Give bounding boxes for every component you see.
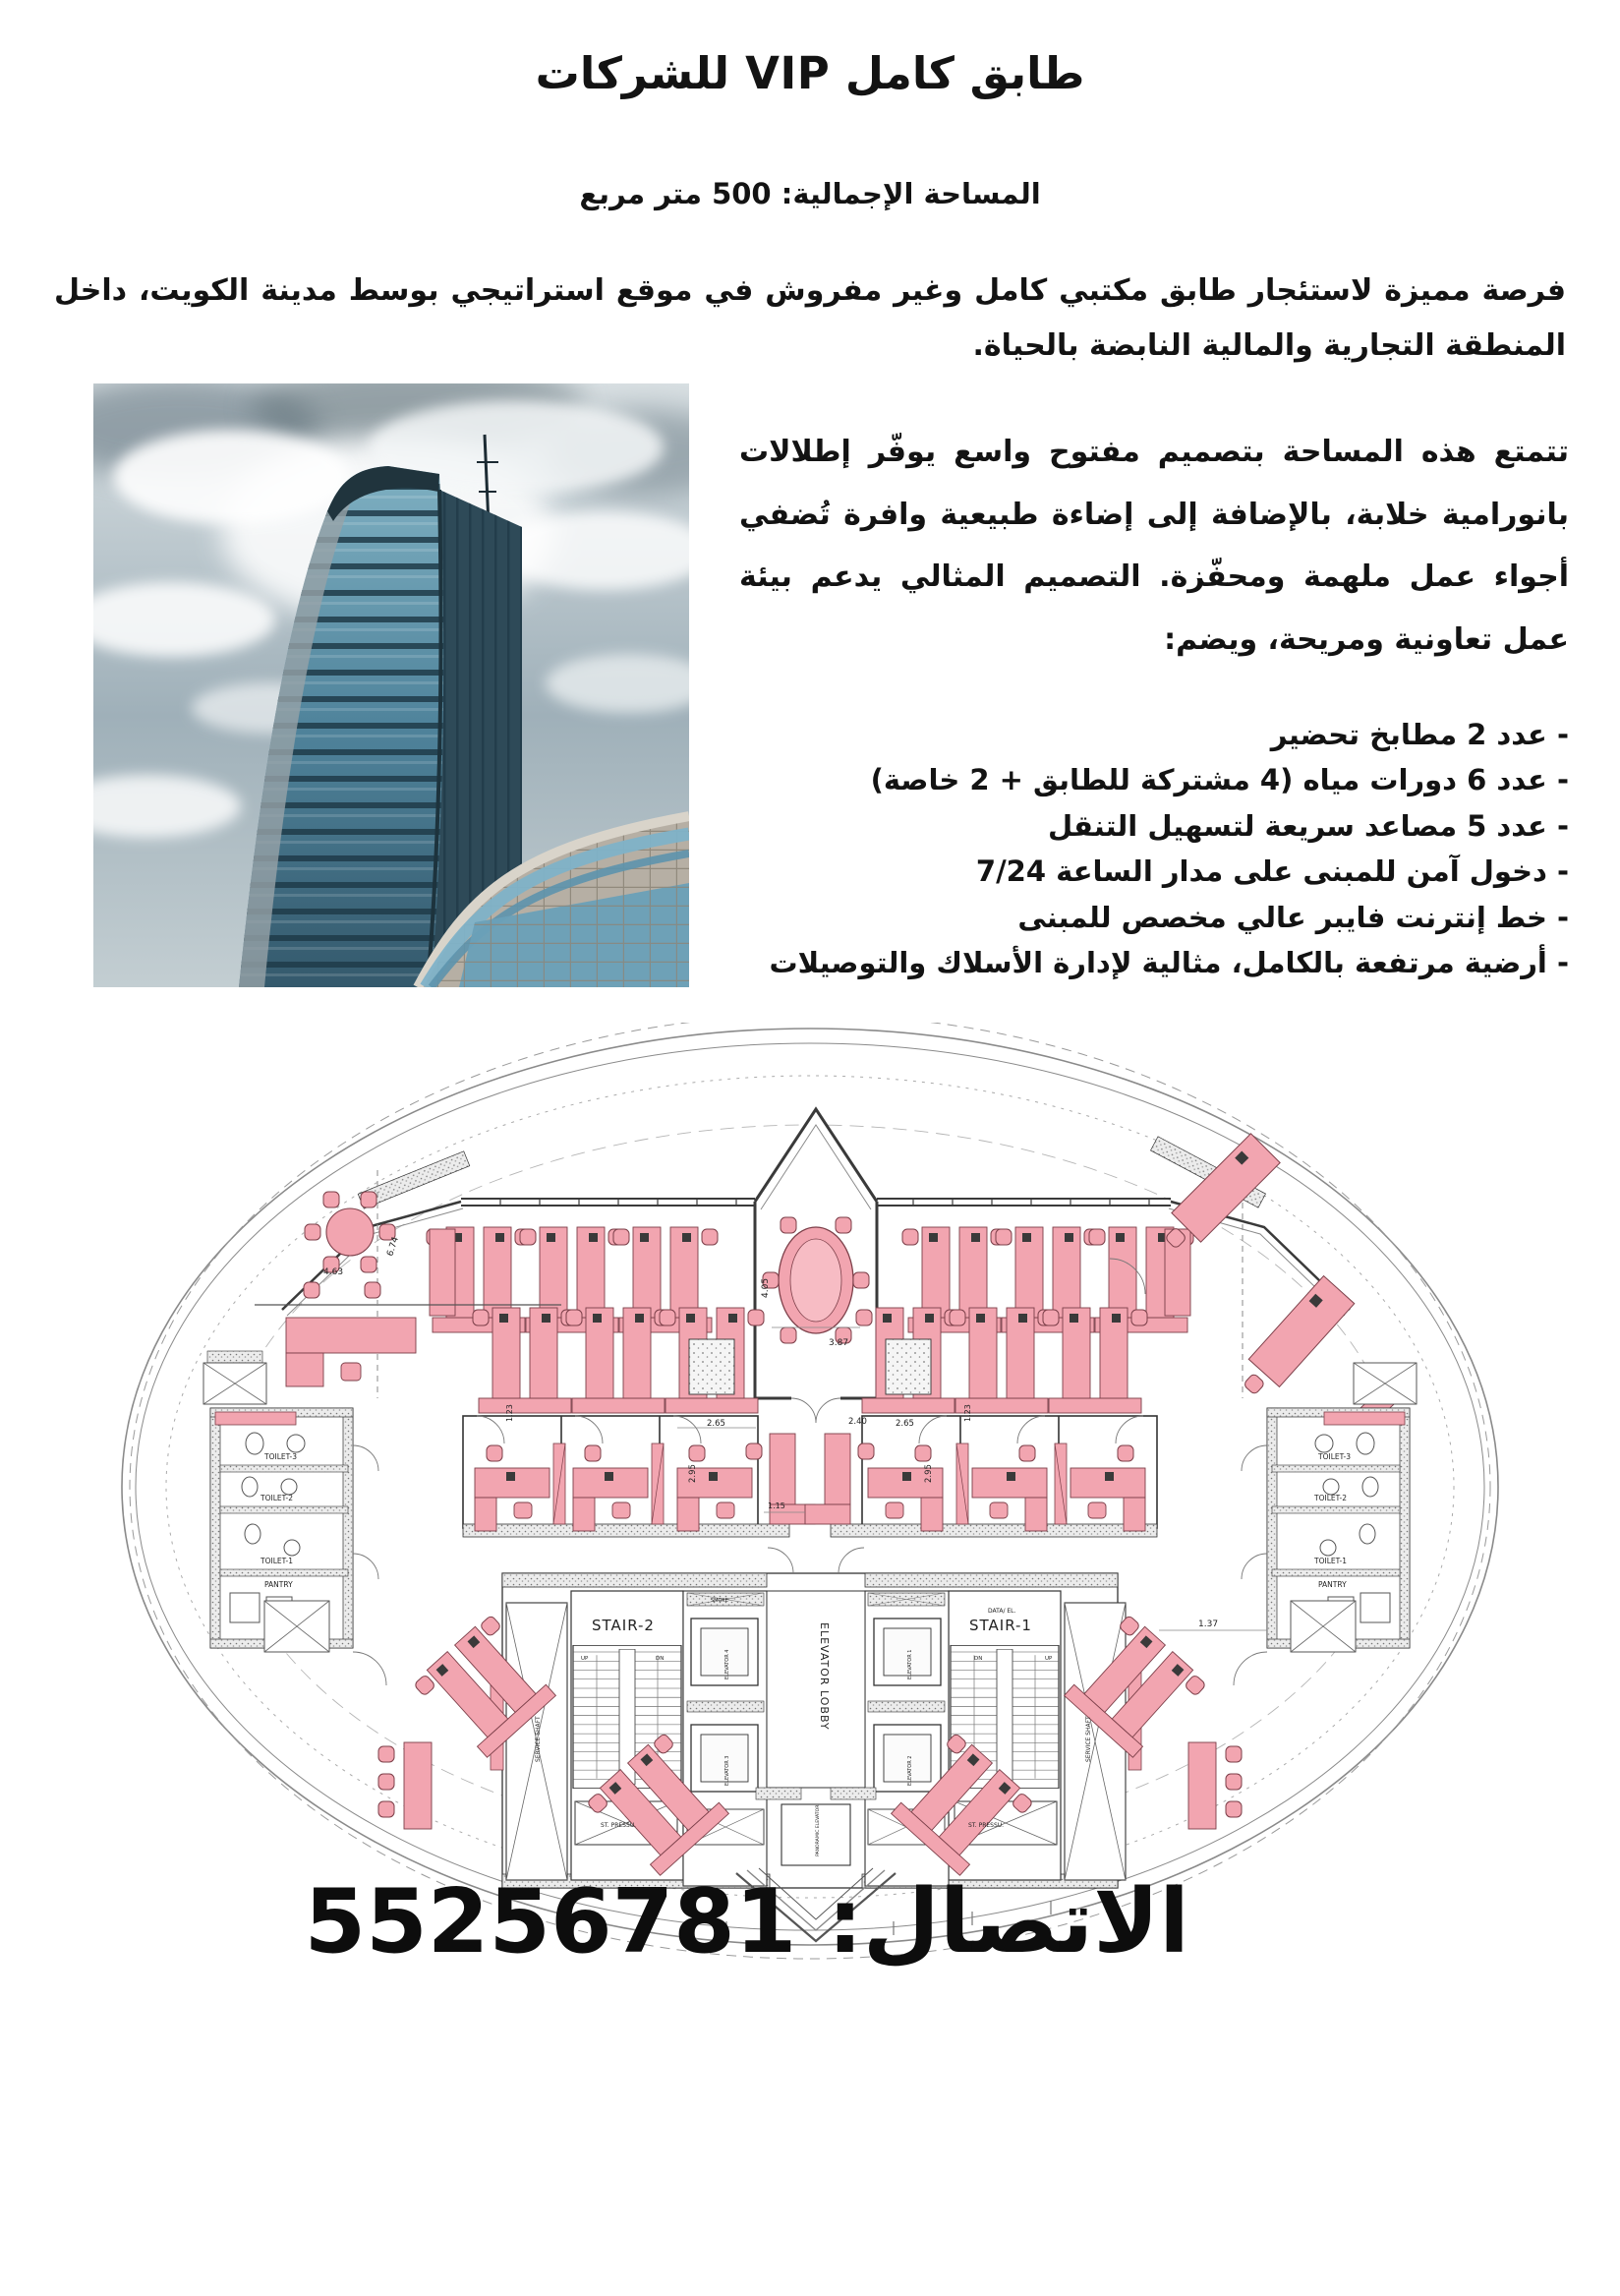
toilet-3-label: TOILET-3 bbox=[264, 1452, 297, 1461]
intro-paragraph: فرصة مميزة لاستئجار طابق مكتبي كامل وغير مفروش في موقع استراتيجي بوسط مدينة الكويت، داخل المنطقة التجارية والمالية النابضة بالحياة. bbox=[54, 273, 1566, 363]
data-el-label: DATA/ EL. bbox=[988, 1608, 1016, 1615]
toilet-1-label: TOILET-1 bbox=[260, 1557, 293, 1565]
feature-item: - عدد 5 مصاعد سريعة لتسهيل التنقل bbox=[1047, 808, 1569, 843]
st-pressu-label: ST. PRESSU. bbox=[968, 1822, 1005, 1829]
feature-item: - عدد 6 دورات مياه (4 مشتركة للطابق + 2 خاصة) bbox=[870, 763, 1569, 797]
feature-item: - خط إنترنت فايبر عالي مخصص للمبنى bbox=[1017, 900, 1569, 934]
st-pressu-label: ST. PRESSU. bbox=[601, 1822, 637, 1829]
dim-265: 2.65 bbox=[896, 1419, 914, 1429]
description-paragraph: تتمتع هذه المساحة بتصميم مفتوح واسع يوفّر إطلالات بانورامية خلابة، بالإضافة إلى إضاءة طبيعية وافرة تُضفي أجواء عمل ملهمة ومحفّزة. التصميم المثالي يدعم بيئة عمل تعاونية ومريحة، ويضم: bbox=[739, 435, 1569, 657]
toilet-1-label: TOILET-1 bbox=[1314, 1557, 1347, 1565]
dim-123: 1.23 bbox=[505, 1404, 514, 1422]
stair-1-label: STAIR-1 bbox=[969, 1617, 1032, 1634]
contact-number: 55256781 bbox=[304, 1870, 797, 1973]
feature-item: - عدد 2 مطابخ تحضير bbox=[1270, 718, 1569, 751]
elevator-1-label: ELEVATOR 1 bbox=[907, 1649, 913, 1679]
service-shaft-label: SERVICE SHAFT bbox=[1085, 1716, 1092, 1762]
feature-item: - أرضية مرتفعة بالكامل، مثالية لإدارة الأسلاك والتوصيلات bbox=[769, 945, 1569, 979]
dim-137: 1.37 bbox=[1198, 1619, 1219, 1629]
features-list bbox=[590, 712, 1569, 985]
contact-label: الاتصال: bbox=[827, 1870, 1189, 1973]
dn-label: DN bbox=[974, 1656, 983, 1662]
toilet-3-label: TOILET-3 bbox=[1318, 1452, 1351, 1461]
floor-plan bbox=[117, 1023, 1503, 1967]
toilet-2-label: TOILET-2 bbox=[1314, 1494, 1347, 1502]
floor-plan-drawing bbox=[117, 1023, 1503, 1967]
dim-295: 2.95 bbox=[688, 1464, 698, 1483]
page-title: طابق كامل VIP للشركات bbox=[535, 47, 1085, 99]
dim-405: 4.05 bbox=[761, 1277, 771, 1298]
feature-item: - دخول آمن للمبنى على مدار الساعة 7/24 bbox=[975, 854, 1569, 889]
dim-240: 2.40 bbox=[848, 1417, 867, 1427]
elevator-2-label: ELEVATOR 2 bbox=[907, 1755, 913, 1786]
service-shaft-label: SERVICE SHAFT bbox=[535, 1716, 542, 1762]
dn-label: DN bbox=[656, 1656, 665, 1662]
elevator-lobby-label: ELEVATOR LOBBY bbox=[818, 1622, 831, 1731]
toilet-2-label: TOILET-2 bbox=[260, 1494, 293, 1502]
page-subtitle: المساحة الإجمالية: 500 متر مربع bbox=[579, 177, 1041, 210]
up-label: UP bbox=[581, 1656, 589, 1662]
plan-right-offices bbox=[805, 1416, 1157, 1537]
dim-387: 3.87 bbox=[829, 1338, 849, 1348]
pantry-label: PANTRY bbox=[1318, 1580, 1347, 1589]
plan-left-offices bbox=[463, 1416, 815, 1537]
dim-463: 4.63 bbox=[323, 1267, 344, 1277]
up-label: UP bbox=[1045, 1656, 1053, 1662]
stair-2-label: STAIR-2 bbox=[592, 1617, 655, 1634]
panoramic-elevator-label: PANORAMIC ELEVATOR bbox=[816, 1804, 821, 1856]
dim-115: 1.15 bbox=[768, 1501, 785, 1510]
smoke-label: SMOKE bbox=[711, 1598, 728, 1604]
pantry-label: PANTRY bbox=[264, 1580, 293, 1589]
elevator-4-label: ELEVATOR 4 bbox=[724, 1649, 730, 1679]
elevator-3-label: ELEVATOR 3 bbox=[724, 1755, 730, 1786]
dim-674: 6.74 bbox=[385, 1235, 402, 1258]
dim-123: 1.23 bbox=[963, 1404, 972, 1422]
contact-line bbox=[304, 1870, 1189, 1973]
dim-295: 2.95 bbox=[924, 1464, 934, 1483]
dim-265: 2.65 bbox=[707, 1419, 725, 1429]
